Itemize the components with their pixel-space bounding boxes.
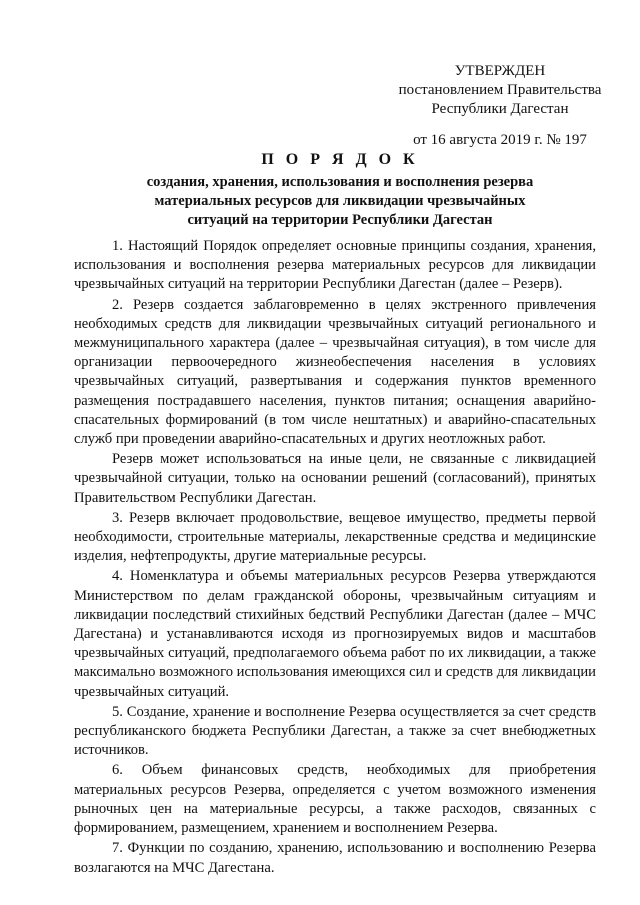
document-body (74, 237, 596, 879)
subtitle-line-2: материальных ресурсов для ликвидации чрезвычайных (154, 193, 526, 209)
paragraph-1: 1. Настоящий Порядок определяет основные принципы создания, хранения, использования и восполнения резерва материальных ресурсов для ликвидации чрезвычайных ситуаций на территории Республики Дагестан (далее – Резерв). (74, 238, 596, 293)
approval-stamp (380, 62, 620, 150)
title-heading: П О Р Я Д О К (261, 151, 419, 168)
approval-approved: УТВЕРЖДЕН (454, 63, 546, 79)
paragraph-4: 4. Номенклатура и объемы материальных ресурсов Резерва утверждаются Министерством по делам гражданской обороны, чрезвычайным ситуациям и ликвидации последствий стихийных бедствий Республики Дагестан (далее – МЧС Дагестана) и устанавливаются исходя из прогнозируемых видов и масштабов чрезвычайных ситуаций, предполагаемого объема работ по их ликвидации, а также максимально возможного использования имеющихся сил и средств для ликвидации чрезвычайных ситуаций. (74, 568, 596, 700)
approval-date: от 16 августа 2019 г. № 197 (413, 132, 587, 148)
approval-line-1: постановлением Правительства (398, 82, 602, 98)
paragraph-3: 3. Резерв включает продовольствие, вещевое имущество, предметы первой необходимости, строительные материалы, лекарственные средства и медицинские изделия, нефтепродукты, другие материальные ресурсы. (74, 509, 596, 565)
approval-line-2: Республики Дагестан (431, 101, 569, 117)
subtitle-line-1: создания, хранения, использования и восполнения резерва (146, 174, 534, 190)
subtitle-line-3: ситуаций на территории Республики Дагестан (187, 212, 493, 228)
paragraph-7: 7. Функции по созданию, хранению, использованию и восполнению Резерва возлагаются на МЧС Дагестана. (74, 840, 596, 876)
document-title (40, 150, 640, 230)
paragraph-5: 5. Создание, хранение и восполнение Резерва осуществляется за счет средств республиканского бюджета Республики Дагестан, а также за счет внебюджетных источников. (74, 703, 596, 759)
paragraph-6: 6. Объем финансовых средств, необходимых для приобретения материальных ресурсов Резерва, определяется с учетом возможного изменения рыночных цен на материальные ресурсы, а также расходов, связанных с формированием, размещением, хранением и восполнением Резерва. (74, 762, 596, 837)
paragraph-2-continued: Резерв может использоваться на иные цели, не связанные с ликвидацией чрезвычайной ситуации, только на основании решений (согласований), принятых Правительством Республики Дагестан. (74, 451, 596, 506)
title-subtitle (40, 173, 640, 230)
paragraph-2: 2. Резерв создается заблаговременно в целях экстренного привлечения необходимых средств для ликвидации чрезвычайных ситуаций регионального и межмуниципального характера (далее – чрезвычайная ситуация), в том числе для организации первоочередного жизнеобеспечения населения в условиях чрезвычайных ситуаций, развертывания и содержания пунктов временного размещения пострадавшего населения, пунктов питания; оснащения аварийно-спасательных формирований (в том числе нештатных) и аварийно-спасательных служб при проведении аварийно-спасательных и других неотложных работ. (74, 296, 596, 448)
